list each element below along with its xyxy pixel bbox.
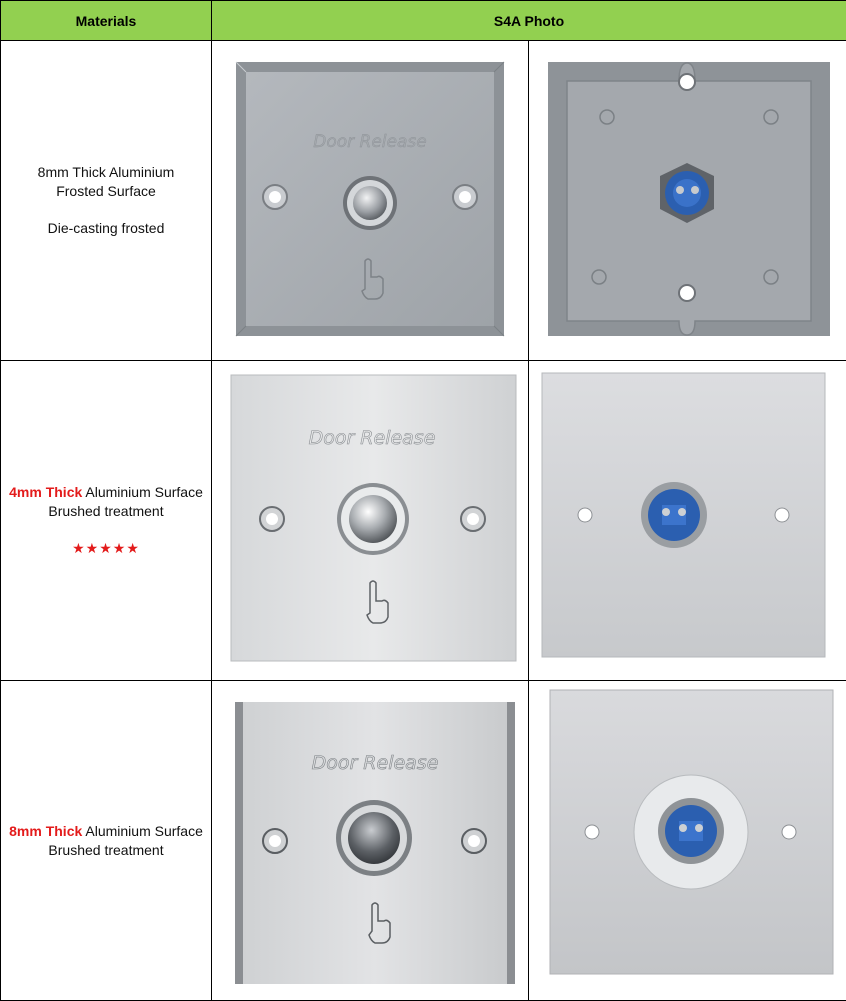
front-panel-brushed-8mm-image [212,681,528,1000]
push-button [348,812,400,864]
front-photo-cell [212,41,529,361]
back-photo-cell [529,681,846,1001]
back-photo-cell [529,41,846,361]
back-panel-brushed-4mm-image [529,361,846,680]
material-line: Frosted Surface [56,183,156,199]
material-line: 8mm Thick Aluminium [37,164,175,180]
table-row [1,681,846,1001]
material-line: Die-casting frosted [47,220,165,236]
table-row [1,361,846,681]
header-materials: Materials [1,1,212,41]
front-photo-cell [212,361,529,681]
table-row [1,41,846,361]
back-panel-frosted-image [529,41,846,360]
material-cell [1,41,212,361]
header-photo: S4A Photo [212,1,846,41]
door-release-engraving: Door Release [311,752,439,774]
material-line: Aluminium Surface [82,822,203,839]
thickness-highlight: 4mm Thick [9,484,83,500]
front-photo-cell [212,681,529,1001]
door-release-engraving: Door Release [308,427,436,449]
material-cell [1,681,212,1001]
push-button [353,186,387,220]
material-line: Brushed treatment [48,841,164,858]
back-panel-brushed-8mm-image [529,681,846,1000]
push-button [349,495,397,543]
material-line: Brushed treatment [48,503,164,519]
thickness-highlight: 8mm Thick [9,822,83,839]
front-panel-brushed-4mm-image [212,361,528,680]
material-line: Aluminium Surface [82,484,203,500]
material-cell [1,361,212,681]
back-photo-cell [529,361,846,681]
rating-stars: ★★★★★ [72,540,140,556]
front-panel-frosted-image [212,41,528,360]
door-release-engraving: Door Release [313,132,427,152]
